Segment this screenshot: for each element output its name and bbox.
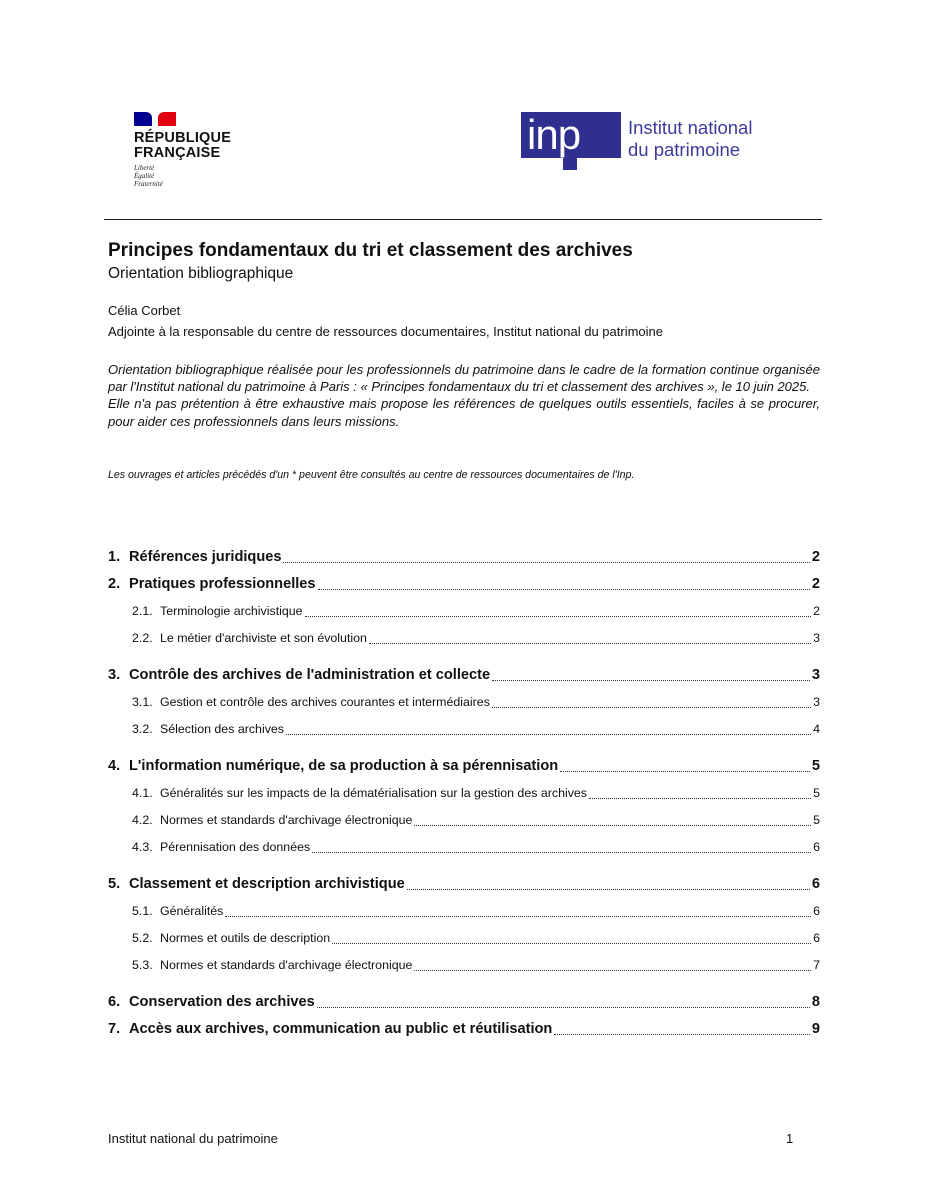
toc-entry-number: 3.1.	[132, 695, 153, 709]
toc-entry-number: 1.	[108, 549, 121, 565]
intro-paragraph-1: Orientation bibliographique réalisée pour les professionnels du patrimoine dans le cadre de la formation continue organisée par l'Institut national du patrimoine à Paris : « Principes fondamentaux du tri et classement des archives », le 10 juin 2025.	[108, 362, 820, 395]
toc-entry-page: 2	[813, 604, 820, 618]
toc-dot-leader	[286, 734, 811, 735]
toc-entry[interactable]	[108, 989, 820, 1016]
toc-entry-label: Accès aux archives, communication au public et réutilisation	[129, 1021, 553, 1037]
toc-entry-page: 6	[813, 904, 820, 918]
availability-note: Les ouvrages et articles précédés d'un * peuvent être consultés au centre de ressources documentaires de l'Inp.	[108, 469, 635, 481]
toc-entry-page: 3	[813, 695, 820, 709]
toc-entry-number: 2.2.	[132, 631, 153, 645]
toc-entry-label: Normes et standards d'archivage électronique	[160, 958, 413, 972]
toc-entry-page: 8	[811, 994, 820, 1010]
toc-entry-page: 6	[813, 840, 820, 854]
toc-entry-page: 5	[813, 786, 820, 800]
toc-entry-number: 5.2.	[132, 931, 153, 945]
toc-dot-leader	[332, 943, 811, 944]
toc-entry-page: 2	[811, 576, 820, 592]
intro-paragraph-2: Elle n'a pas prétention à être exhaustive mais propose les références de quelques outils essentiels, faciles à se procurer, pour aider ces professionnels dans leurs missions.	[108, 396, 820, 429]
toc-entry-number: 6.	[108, 994, 121, 1010]
rf-name-line1: RÉPUBLIQUE	[134, 130, 232, 146]
toc-entry[interactable]	[108, 689, 820, 716]
toc-entry-page: 5	[811, 758, 820, 774]
inp-logo-box	[521, 112, 621, 158]
toc-dot-leader	[283, 562, 809, 563]
toc-dot-leader	[492, 707, 811, 708]
toc-dot-leader	[318, 589, 810, 590]
toc-entry-label: Normes et outils de description	[160, 931, 331, 945]
toc-dot-leader	[492, 680, 810, 681]
toc-entry-page: 3	[813, 631, 820, 645]
toc-entry[interactable]	[108, 952, 820, 979]
toc-entry-number: 4.3.	[132, 840, 153, 854]
toc-entry-label: Terminologie archivistique	[160, 604, 303, 618]
table-of-contents	[108, 544, 820, 1043]
toc-dot-leader	[407, 889, 810, 890]
toc-dot-leader	[414, 825, 811, 826]
toc-entry-page: 6	[813, 931, 820, 945]
toc-entry-page: 3	[811, 667, 820, 683]
republique-francaise-logo	[134, 112, 244, 188]
header-divider	[104, 219, 822, 220]
footer-institution: Institut national du patrimoine	[108, 1131, 278, 1146]
inp-name-line1: Institut national	[628, 117, 753, 138]
inp-logo-tab	[563, 158, 577, 170]
toc-dot-leader	[225, 916, 811, 917]
toc-entry-label: Références juridiques	[129, 549, 282, 565]
toc-entry-page: 7	[813, 958, 820, 972]
toc-entry-label: Gestion et contrôle des archives courantes et intermédiaires	[160, 695, 490, 709]
inp-full-name	[628, 117, 828, 161]
toc-entry[interactable]	[108, 753, 820, 780]
toc-entry-page: 2	[811, 549, 820, 565]
motto-fraternite: Fraternité	[134, 180, 163, 188]
toc-dot-leader	[312, 852, 811, 853]
toc-entry-label: Pratiques professionnelles	[129, 576, 316, 592]
rf-motto	[134, 164, 244, 188]
toc-entry[interactable]	[108, 871, 820, 898]
toc-entry-number: 7.	[108, 1021, 121, 1037]
toc-dot-leader	[554, 1034, 810, 1035]
toc-entry-label: L'information numérique, de sa production à sa pérennisation	[129, 758, 559, 774]
toc-entry[interactable]	[108, 834, 820, 861]
marianne-flag-icon	[134, 112, 176, 126]
document-subtitle: Orientation bibliographique	[108, 265, 294, 282]
toc-entry[interactable]	[108, 662, 820, 689]
toc-dot-leader	[414, 970, 811, 971]
inp-name-line2: du patrimoine	[628, 139, 741, 160]
toc-entry-label: Pérennisation des données	[160, 840, 311, 854]
motto-liberte: Liberté	[134, 164, 155, 172]
rf-name-line2: FRANÇAISE	[134, 145, 221, 161]
toc-entry-label: Généralités	[160, 904, 224, 918]
toc-dot-leader	[369, 643, 811, 644]
motto-egalite: Égalité	[134, 172, 155, 180]
toc-entry-number: 2.	[108, 576, 121, 592]
toc-entry-page: 5	[813, 813, 820, 827]
toc-entry-label: Classement et description archivistique	[129, 876, 405, 892]
toc-entry[interactable]	[108, 544, 820, 571]
toc-entry-label: Le métier d'archiviste et son évolution	[160, 631, 367, 645]
rf-name	[134, 131, 244, 161]
toc-entry-number: 4.2.	[132, 813, 153, 827]
toc-entry-number: 3.	[108, 667, 121, 683]
toc-dot-leader	[305, 616, 812, 617]
toc-dot-leader	[589, 798, 811, 799]
flag-blue-part	[134, 112, 152, 126]
toc-entry-label: Généralités sur les impacts de la dématérialisation sur la gestion des archives	[160, 786, 587, 800]
toc-entry-label: Conservation des archives	[129, 994, 315, 1010]
toc-dot-leader	[560, 771, 810, 772]
toc-entry[interactable]	[108, 716, 820, 743]
inp-acronym: inp	[527, 111, 581, 158]
document-title: Principes fondamentaux du tri et classement des archives	[108, 240, 633, 261]
toc-entry[interactable]	[108, 598, 820, 625]
toc-entry[interactable]	[108, 625, 820, 652]
toc-entry-page: 4	[813, 722, 820, 736]
toc-entry[interactable]	[108, 1016, 820, 1043]
toc-entry[interactable]	[108, 780, 820, 807]
toc-entry-page: 9	[811, 1021, 820, 1037]
toc-dot-leader	[317, 1007, 810, 1008]
toc-entry-label: Contrôle des archives de l'administration et collecte	[129, 667, 491, 683]
toc-entry-page: 6	[811, 876, 820, 892]
toc-entry-number: 3.2.	[132, 722, 153, 736]
toc-entry-label: Normes et standards d'archivage électronique	[160, 813, 413, 827]
intro-text	[108, 361, 820, 430]
toc-entry-number: 4.1.	[132, 786, 153, 800]
toc-entry[interactable]	[108, 571, 820, 598]
flag-red-part	[158, 112, 176, 126]
toc-entry-number: 5.	[108, 876, 121, 892]
toc-entry-number: 2.1.	[132, 604, 153, 618]
toc-entry[interactable]	[108, 898, 820, 925]
toc-entry-label: Sélection des archives	[160, 722, 284, 736]
footer-page-number: 1	[786, 1131, 794, 1146]
toc-entry-number: 5.1.	[132, 904, 153, 918]
author-name: Célia Corbet	[108, 303, 181, 318]
author-role: Adjointe à la responsable du centre de ressources documentaires, Institut national du patrimoine	[108, 324, 663, 339]
toc-entry-number: 5.3.	[132, 958, 153, 972]
toc-entry[interactable]	[108, 925, 820, 952]
toc-entry[interactable]	[108, 807, 820, 834]
toc-entry-number: 4.	[108, 758, 121, 774]
